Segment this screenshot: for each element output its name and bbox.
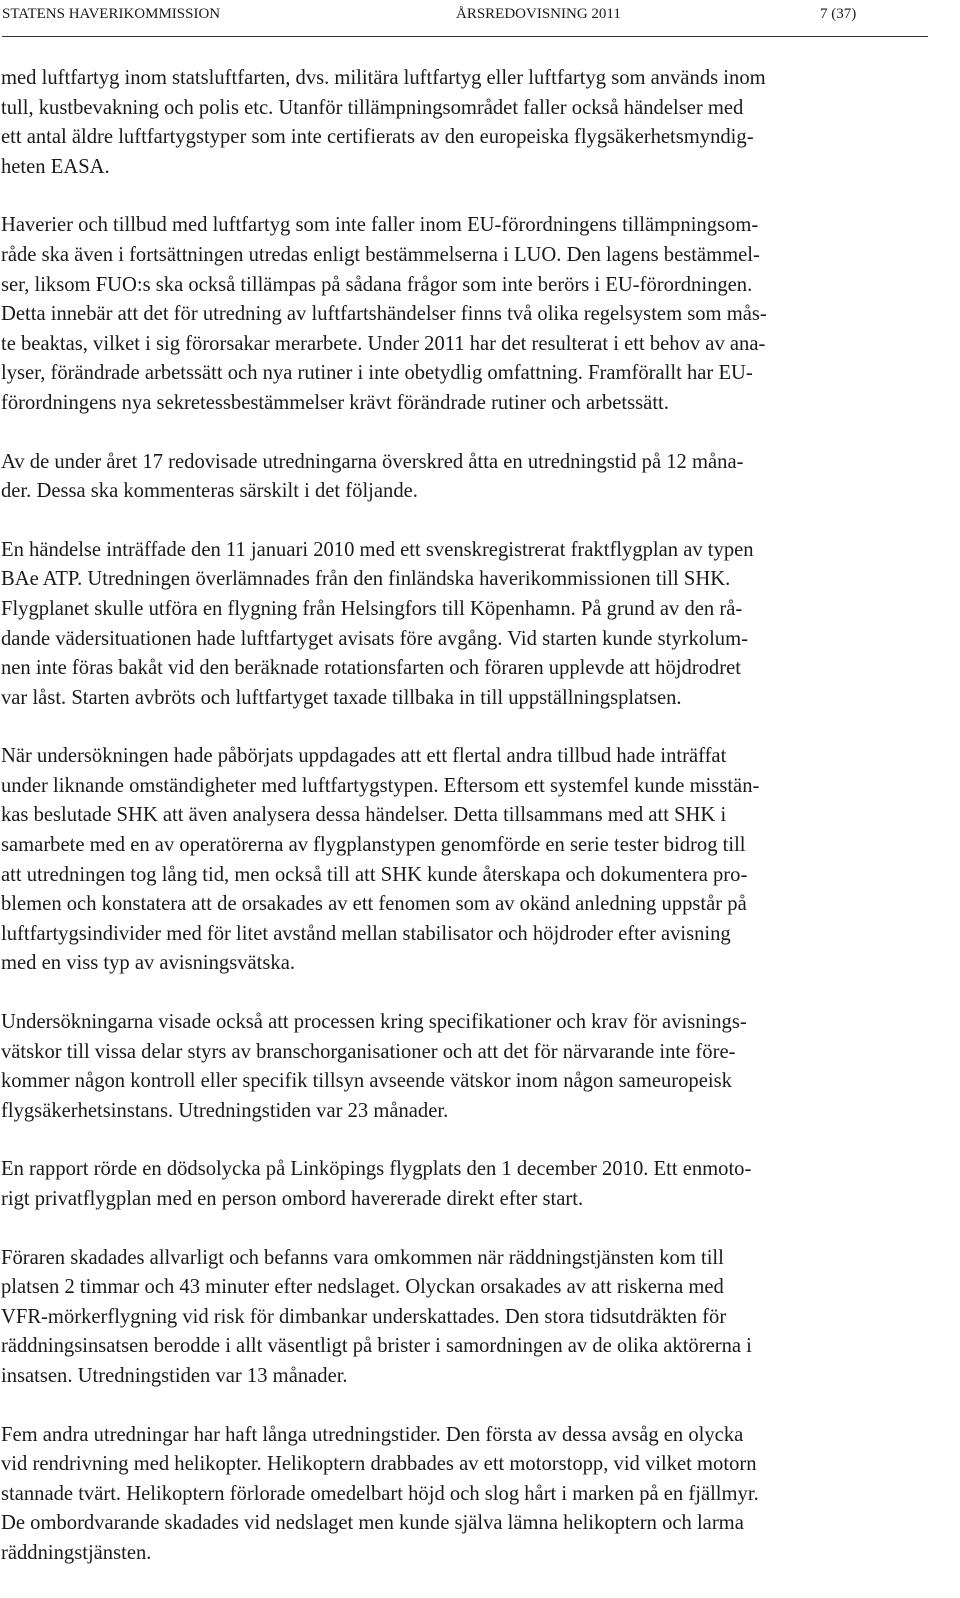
- text-line: När undersökningen hade påbörjats uppdagades att ett flertal andra tillbud hade inträffat: [1, 745, 727, 768]
- paragraph: [1, 64, 946, 182]
- text-line: räddningsinsatsen berodde i allt väsentligt på brister i samordningen av de olika aktörerna i: [1, 1335, 752, 1358]
- text-line: Detta innebär att det för utredning av luftfartshändelser finns två olika regelsystem som mås-: [1, 303, 767, 326]
- text-line: stannade tvärt. Helikoptern förlorade omedelbart höjd och slog hårt i marken på en fjällmyr.: [1, 1482, 759, 1505]
- text-line: blemen och konstatera att de orsakades av ett fenomen som av okänd anledning uppstår på: [1, 893, 747, 916]
- text-line: rigt privatflygplan med en person ombord havererade direkt efter start.: [1, 1188, 584, 1210]
- text-line: Flygplanet skulle utföra en flygning från Helsingfors till Köpenhamn. På grund av den rå-: [1, 597, 743, 620]
- text-line: vätskor till vissa delar styrs av branschorganisationer och att det för närvarande inte före-: [1, 1040, 736, 1063]
- text-line: ett antal äldre luftfartygstyper som inte certifierats av den europeiska flygsäkerhetsmyndig-: [1, 126, 754, 149]
- text-line: Föraren skadades allvarligt och befanns vara omkommen när räddningstjänsten kom till: [1, 1246, 724, 1269]
- text-line: under liknande omständigheter med luftfartygstypen. Eftersom ett systemfel kunde misstän-: [1, 774, 760, 797]
- paragraph: [1, 742, 946, 979]
- text-line: ser, liksom FUO:s ska också tillämpas på sådana frågor som inte berörs i EU-förordningen.: [1, 273, 753, 296]
- text-line: luftfartygsindivider med för litet avstånd mellan stabilisator och höjdroder efter avisning: [1, 922, 731, 945]
- paragraph: [1, 1008, 946, 1126]
- text-line: En händelse inträffade den 11 januari 2010 med ett svenskregistrerat fraktflygplan av typen: [1, 538, 754, 561]
- page-header: [2, 4, 928, 26]
- text-line: kommer någon kontroll eller specifik tillsyn avseende vätskor inom någon sameuropeisk: [1, 1070, 732, 1093]
- paragraph: [1, 1155, 946, 1214]
- text-line: der. Dessa ska kommenteras särskilt i det följande.: [1, 480, 418, 503]
- text-line: med en viss typ av avisningsvätska.: [1, 952, 295, 975]
- text-line: råde ska även i fortsättningen utredas enligt bestämmelserna i LUO. Den lagens bestämmel-: [1, 243, 760, 266]
- text-line: heten EASA.: [1, 155, 110, 178]
- text-line: att utredningen tog lång tid, men också till att SHK kunde återskapa och dokumentera pro-: [1, 863, 748, 886]
- text-line: insatsen. Utredningstiden var 13 månader.: [1, 1364, 348, 1387]
- text-line: samarbete med en av operatörerna av flygplanstypen genomförde en serie tester bidrog till: [1, 834, 746, 857]
- text-line: BAe ATP. Utredningen överlämnades från den finländska haverikommissionen till SHK.: [1, 568, 731, 591]
- text-line: platsen 2 timmar och 43 minuter efter nedslaget. Olyckan orsakades av att riskerna med: [1, 1276, 724, 1299]
- text-line: te beaktas, vilket i sig förorsakar merarbete. Under 2011 har det resulterat i ett behov av ana-: [1, 332, 766, 355]
- paragraph: [1, 1421, 946, 1569]
- header-organization: STATENS HAVERIKOMMISSION: [2, 6, 221, 22]
- text-line: Undersökningarna visade också att processen kring specifikationer och krav för avisnings-: [1, 1011, 747, 1034]
- paragraph: [1, 1244, 946, 1392]
- text-line: lyser, förändrade arbetssätt och nya rutiner i inte obetydlig omfattning. Framförallt har EU-: [1, 362, 753, 385]
- text-line: flygsäkerhetsinstans. Utredningstiden var 23 månader.: [1, 1099, 449, 1122]
- text-line: En rapport rörde en dödsolycka på Linköpings flygplats den 1 december 2010. Ett enmoto-: [1, 1158, 752, 1181]
- text-line: nen inte föras bakåt vid den beräknade rotationsfarten och föraren upplevde att höjdrodret: [1, 657, 741, 680]
- text-line: dande vädersituationen hade luftfartyget avisats före avgång. Vid starten kunde styrkolum-: [1, 627, 748, 650]
- text-line: med luftfartyg inom statsluftfarten, dvs. militära luftfartyg eller luftfartyg som används inom: [1, 67, 766, 89]
- text-line: var låst. Starten avbröts och luftfartyget taxade tillbaka in till uppställningsplatsen.: [1, 686, 682, 709]
- text-line: VFR-mörkerflygning vid risk för dimbankar underskattades. Den stora tidsutdräkten för: [1, 1305, 727, 1328]
- text-line: kas beslutade SHK att även analysera dessa händelser. Detta tillsammans med att SHK i: [1, 804, 727, 827]
- text-line: förordningens nya sekretessbestämmelser krävt förändrade rutiner och arbetssätt.: [1, 391, 669, 414]
- body-text: [1, 64, 946, 1598]
- text-line: Av de under året 17 redovisade utredningarna överskred åtta en utredningstid på 12 måna-: [1, 450, 744, 473]
- paragraph: [1, 536, 946, 714]
- text-line: räddningstjänsten.: [1, 1541, 152, 1564]
- paragraph: [1, 211, 946, 418]
- header-page-number: 7 (37): [820, 6, 857, 22]
- text-line: Haverier och tillbud med luftfartyg som inte faller inom EU-förordningens tillämpningsom-: [1, 214, 759, 237]
- text-line: De ombordvarande skadades vid nedslaget men kunde själva lämna helikoptern och larma: [1, 1512, 744, 1535]
- header-rule: [2, 36, 928, 37]
- text-line: Fem andra utredningar har haft långa utredningstider. Den första av dessa avsåg en olycka: [1, 1423, 744, 1446]
- text-line: vid rendrivning med helikopter. Helikoptern drabbades av ett motorstopp, vid vilket motorn: [1, 1453, 757, 1476]
- paragraph: [1, 448, 946, 507]
- header-title: ÅRSREDOVISNING 2011: [456, 6, 621, 22]
- text-line: tull, kustbevakning och polis etc. Utanför tillämpningsområdet faller också händelser med: [1, 96, 744, 119]
